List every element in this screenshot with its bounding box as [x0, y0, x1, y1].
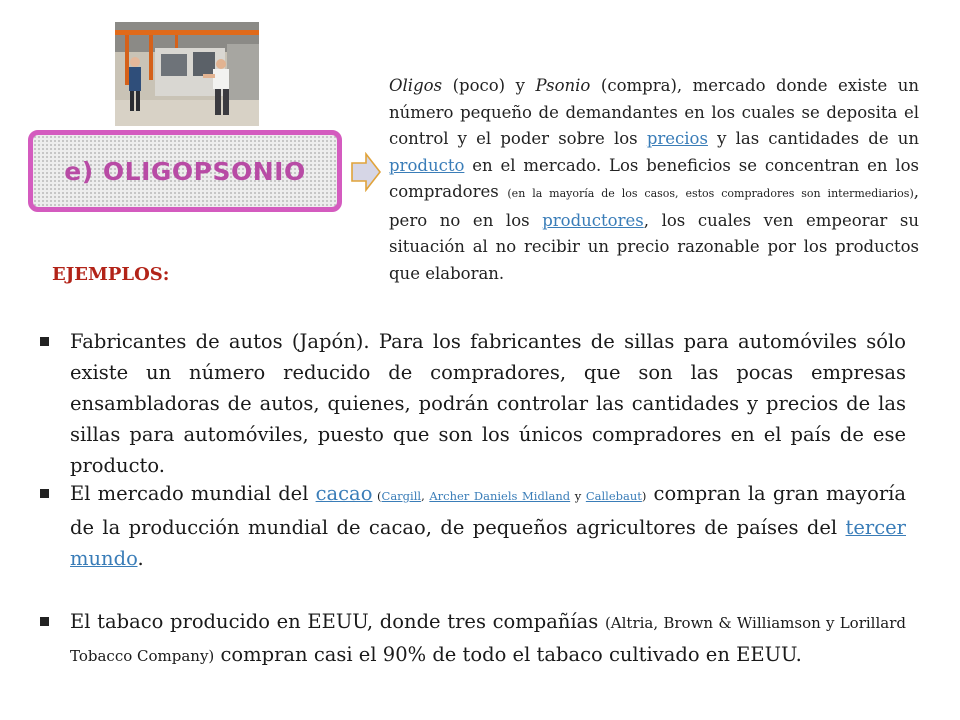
- definition-text: en el mercado. Los beneficios se concentran en los compradores: [389, 155, 919, 201]
- bullet-text: El tabaco producido en EEUU, donde tres compañías: [70, 610, 605, 633]
- right-arrow-icon: [351, 152, 381, 192]
- link-precios[interactable]: precios: [646, 129, 708, 148]
- square-bullet-icon: [40, 617, 49, 626]
- definition-text: (poco) y: [442, 76, 536, 95]
- square-bullet-icon: [40, 489, 49, 498]
- bullet-text: compran casi el 90% de todo el tabaco cultivado en EEUU.: [214, 643, 802, 666]
- definition-text: (compra), mercado donde existe un número pequeño de demandantes en los cuales se deposita el control y el poder sobre los: [389, 76, 919, 148]
- link-producto[interactable]: producto: [389, 155, 465, 175]
- title-box: [28, 130, 342, 212]
- paren-close: ): [641, 489, 647, 503]
- bullet-companies: [372, 489, 646, 503]
- bullet-text: .: [137, 547, 144, 570]
- definition-text: , los cuales ven empeorar su situación al no recibir un precio razonable por los productos que elaboran.: [389, 210, 919, 283]
- bullet-companies: (Altria, Brown & Williamson y Lorillard Tobacco Company): [70, 614, 906, 665]
- paren-open: (: [372, 489, 382, 503]
- link-archer-daniels-midland[interactable]: Archer Daniels Midland: [429, 489, 571, 503]
- link-cacao[interactable]: cacao: [315, 482, 373, 505]
- definition-paragraph: [389, 73, 919, 287]
- definition-text: , pero no en los: [389, 182, 919, 230]
- bullet-text: Fabricantes de autos (Japón). Para los fabricantes de sillas para automóviles sólo existe un número reducido de compradores, que son las pocas empresas ensambladoras de autos, quienes, podrán controlar las cantidades y precios de las sillas para automóviles, puesto que son los únicos compradores en el país de ese producto.: [70, 330, 906, 477]
- definition-note: (en la mayoría de los casos, estos compradores son intermediarios): [507, 187, 914, 200]
- factory-photo: [115, 22, 259, 126]
- page-title: e) OLIGOPSONIO: [64, 156, 306, 186]
- square-bullet-icon: [40, 337, 49, 346]
- definition-term-psonio: Psonio: [535, 76, 591, 95]
- link-cargill[interactable]: Cargill: [381, 489, 422, 503]
- link-callebaut[interactable]: Callebaut: [585, 489, 642, 503]
- list-item: [40, 606, 906, 672]
- bullet-text: El mercado mundial del: [70, 482, 316, 505]
- separator: y: [570, 489, 586, 503]
- definition-term-oligos: Oligos: [389, 76, 443, 95]
- bullet-text: compran la gran mayoría de la producción mundial de cacao, de pequeños agricultores de países del: [70, 482, 906, 539]
- link-productores[interactable]: productores: [542, 210, 644, 230]
- list-item: [40, 478, 906, 574]
- definition-text: y las cantidades de un: [707, 129, 919, 148]
- link-tercer-mundo[interactable]: tercer mundo: [70, 516, 906, 570]
- list-item: [40, 326, 906, 481]
- separator: ,: [421, 489, 430, 503]
- examples-heading: EJEMPLOS:: [52, 264, 170, 285]
